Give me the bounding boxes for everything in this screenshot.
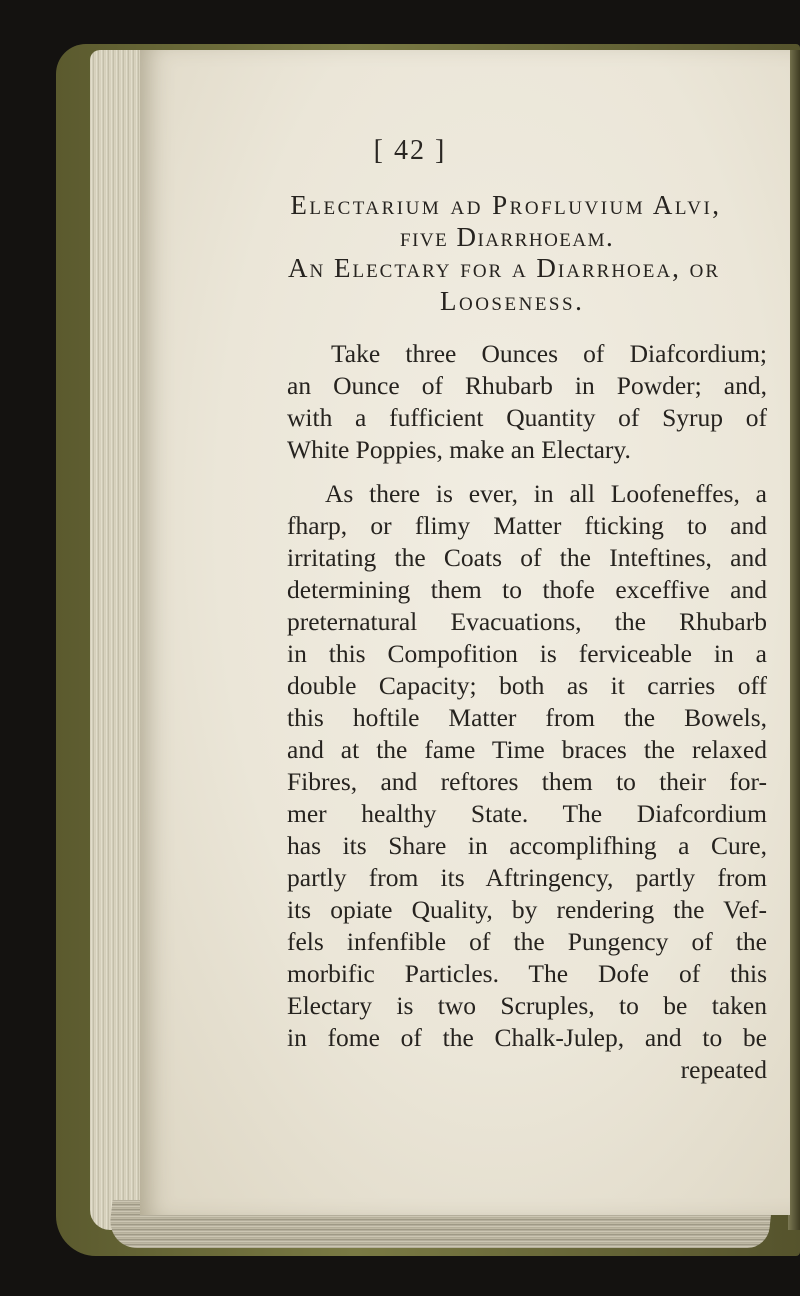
text-line: mer healthy State. The Diafcordium: [287, 799, 767, 828]
text-line: double Capacity; both as it carries off: [287, 671, 767, 700]
text-line: fharp, or flimy Matter fticking to and: [287, 511, 767, 540]
text-line: fels infenfible of the Pungency of the: [287, 927, 767, 956]
text-line: As there is ever, in all Loofeneffes, a: [325, 479, 767, 508]
text-line: with a fufficient Quantity of Syrup of: [287, 403, 767, 432]
text-line: irritating the Coats of the Inteftines, and: [287, 543, 767, 572]
text-line: in fome of the Chalk-Julep, and to be: [287, 1023, 767, 1052]
text-line: in this Compofition is ferviceable in a: [287, 639, 767, 668]
page-number: [ 42 ]: [373, 135, 447, 166]
english-title-line1: An Electary for a Diarrhoea, or: [288, 253, 720, 283]
text-line: morbific Particles. The Dofe of this: [287, 959, 767, 988]
text-line: preternatural Evacuations, the Rhubarb: [287, 607, 767, 636]
text-line: partly from its Aftringency, partly from: [287, 863, 767, 892]
commentary-paragraph: [287, 478, 767, 1086]
latin-title-line1: Electarium ad Profluvium Alvi,: [290, 190, 722, 220]
recipe-paragraph: [287, 338, 767, 466]
text-line: Fibres, and reftores them to their for-: [287, 767, 767, 796]
english-title-line2: Looseness.: [440, 286, 585, 316]
text-line: determining them to thofe exceffive and: [287, 575, 767, 604]
text-line: White Poppies, make an Electary.: [287, 435, 631, 464]
text-line: an Ounce of Rhubarb in Powder; and,: [287, 371, 767, 400]
text-line: and at the fame Time braces the relaxed: [287, 735, 767, 764]
text-line: Take three Ounces of Diafcordium;: [331, 339, 767, 368]
text-line: Electary is two Scruples, to be taken: [287, 991, 767, 1020]
text-line: has its Share in accomplifhing a Cure,: [287, 831, 767, 860]
text-line: this hoftile Matter from the Bowels,: [287, 703, 767, 732]
latin-title-line2: five Diarrhoeam.: [400, 222, 615, 252]
text-line: its opiate Quality, by rendering the Vef-: [287, 895, 767, 924]
catchword: repeated: [680, 1055, 767, 1084]
